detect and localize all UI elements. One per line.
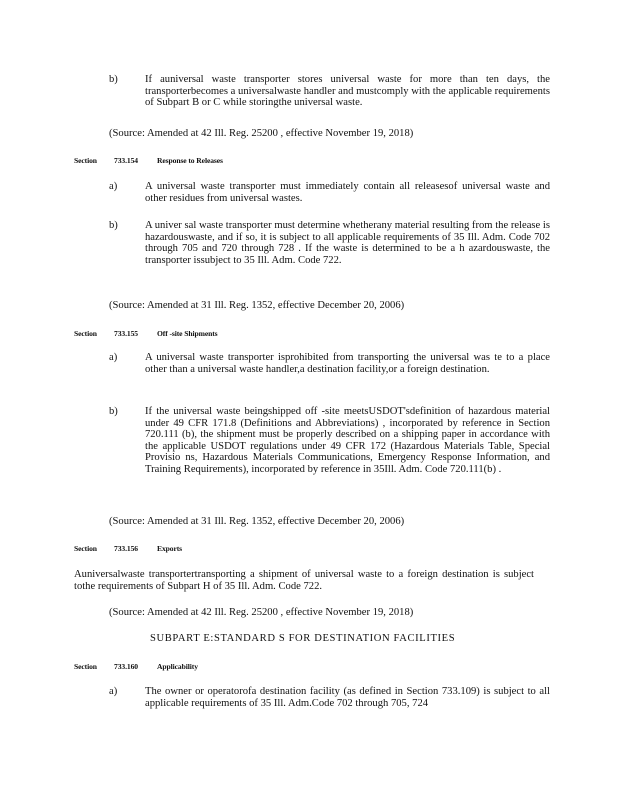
paragraph-text: A universal waste transporter isprohibited from transporting the universal was te to a place other than a universal waste handler,a destination facility,or a foreign destination. (145, 352, 550, 375)
subpart-heading: SUBPART E:STANDARD S FOR DESTINATION FACILITIES (150, 633, 456, 644)
section-heading-733-155 (74, 329, 274, 339)
section-word: Section (74, 156, 97, 165)
paragraph-text: If the universal waste beingshipped off -site meetsUSDOT'sdefinition of hazardous material under 49 CFR 171.8 (Definitions and Abbreviations) , incorporated by reference in Section 720.111 (b), the shipment must be properly described on a shipping paper in accordance with the applicable USDOT regulations under 49 CFR 172 (Hazardous Materials Table, Special Provisio ns, Hazardous Materials Communications, Emergency Response Information, and Training Requirements), incorporated by reference in 35Ill. Adm. Code 720.111(b) . (145, 406, 550, 475)
paragraph-text: A univer sal waste transporter must determine whetherany material resulting from the release is hazardouswaste, and if so, it is subject to all applicable requirements of 35 Ill. Adm. Code 702 through 705 and 720 through 728 . If the waste is determined to be a h azardouswaste, the transporter issubject to 35 Ill. Adm. Code 722. (145, 220, 550, 266)
section-word: Section (74, 662, 97, 671)
section-word: Section (74, 544, 97, 553)
section-title: Exports (157, 544, 183, 553)
paragraph-label: a) (109, 181, 118, 192)
section-word: Section (74, 329, 97, 338)
paragraph-text: The owner or operatorofa destination facility (as defined in Section 733.109) is subject to all applicable requirements of 35 Ill. Adm.Code 702 through 705, 724 (145, 686, 550, 709)
section-title: Off -site Shipments (157, 329, 218, 338)
section-title: Applicability (157, 662, 198, 671)
section-number: 733.155 (114, 329, 138, 338)
paragraph-text: Auniversalwaste transportertransporting a shipment of universal waste to a foreign destination is subject tothe requirements of Subpart H of 35 Ill. Adm. Code 722. (74, 569, 534, 592)
section-number: 733.160 (114, 662, 138, 671)
source-note: (Source: Amended at 31 Ill. Reg. 1352, effective December 20, 2006) (109, 516, 405, 527)
section-number: 733.156 (114, 544, 138, 553)
section-heading-733-156 (74, 544, 274, 554)
source-note: (Source: Amended at 42 Ill. Reg. 25200 , effective November 19, 2018) (109, 607, 414, 618)
paragraph-text: If auniversal waste transporter stores universal waste for more than ten days, the transporterbecomes a universalwaste handler and mustcomply with the applicable requirements of Subpart B or C while storingthe universal waste. (145, 74, 550, 109)
paragraph-label: b) (109, 220, 118, 231)
paragraph-label: a) (109, 352, 118, 363)
paragraph-label: b) (109, 406, 118, 417)
source-note: (Source: Amended at 31 Ill. Reg. 1352, effective December 20, 2006) (109, 300, 405, 311)
section-heading-733-160 (74, 662, 274, 672)
paragraph-label: a) (109, 686, 118, 697)
section-heading-733-154 (74, 156, 274, 166)
paragraph-label: b) (109, 74, 118, 85)
section-number: 733.154 (114, 156, 138, 165)
paragraph-text: A universal waste transporter must immediately contain all releasesof universal waste and other residues from universal wastes. (145, 181, 550, 204)
source-note: (Source: Amended at 42 Ill. Reg. 25200 , effective November 19, 2018) (109, 128, 414, 139)
section-title: Response to Releases (157, 156, 223, 165)
